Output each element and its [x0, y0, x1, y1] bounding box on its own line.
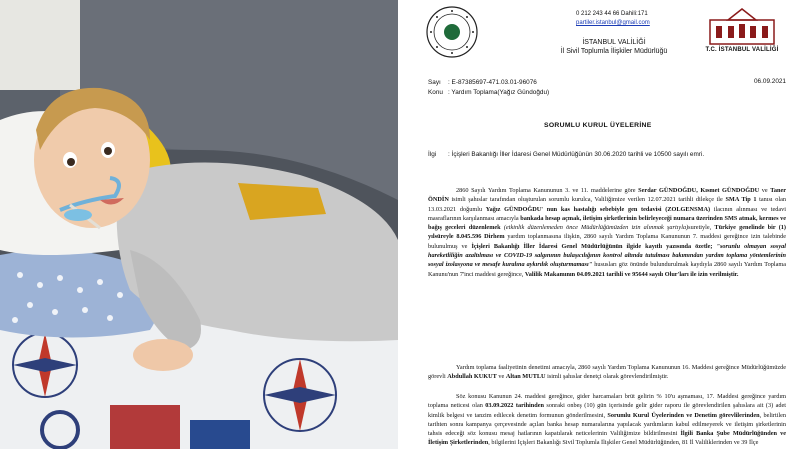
subject-line: Konu : Yardım Toplama(Yağız Gündoğdu) [428, 89, 550, 96]
logo-caption: T.C. İSTANBUL VALİLİĞİ [705, 47, 779, 53]
email-address[interactable]: partiler.istanbul@gmail.com [576, 20, 650, 26]
letter-heading: SORUMLU KURUL ÜYELERİNE [544, 122, 652, 129]
phone-number: 0 212 243 44 66 Dahili:171 [576, 11, 648, 17]
reference-number: Sayı : E-87385697-471.03.01-96076 [428, 79, 537, 86]
child-photo [0, 0, 398, 449]
official-letter [404, 0, 800, 449]
letter-date: 06.09.2021 [754, 78, 786, 85]
org-department: İl Sivil Toplumla İlişkiler Müdürlüğü [560, 48, 668, 55]
contact-block [576, 10, 650, 28]
letterhead-title [554, 38, 674, 56]
letter-meta [428, 78, 549, 98]
istanbul-governorship-logo [708, 6, 776, 46]
reference-line: İlgi : İçişleri Bakanlığı İller İdaresi Genel Müdürlüğünün 30.06.2020 tarihli ve 10500 sayılı emri. [428, 151, 705, 158]
state-seal-icon [426, 6, 478, 58]
paragraph-3: Söz konusu Kanunun 24. maddesi gereğince, gider harcamaları brüt gelirin % 10'u aşmaması, 17. Maddesi gereğince yardım toplama neticesi olan 03.09.2022 tarihinden sonraki onbeş (10) gün içerisinde gelir gider raporu ile görevlendirilen şahıslara ait (3) adet kimlik belgesi ve tanzim edilecek denetim formunun gönderilmesini, Sorumlu Kurul Üyelerinden ve Denetim görevlilerinden, belirtilen tarihten sonra kampanya çerçevesinde açılan banka hesap numaralarına yapılacak yardımların kabul edilmeyerek ve iletişim şirketlerinin tahsis edeceği söz konusu mesaj hatlarının kapatılarak neticelerinin Valiliğimize bildirilmesini İlgili Banka Şube Müdürlüğünden ve İletişim Şirketlerinden, bilgilerini İçişleri Bakanlığı Sivil Toplumla İlişkiler Genel Müdürlüğünden, 81 İl Valiliklerinden ve 39 İlçe [428, 393, 787, 447]
paragraph-1: 2860 Sayılı Yardım Toplama Kanununun 3. ve 11. maddelerine göre Serdar GÜNDOĞDU, Kısmet GÜNDOĞDU ve Taner ÖNDİN isimli şahıslar tarafından oluşturulan sorumlu kurulca, Valiliğimize verilen 12.07.2021 tarihli dilekçe ile SMA Tip 1 tanısı olan 13.03.2021 doğumlu Yağız GÜNDOĞDU' nun kas hastalığı sebebiyle gen tedavisi (ZOLGENSMA) ilacının alınması ve tedavi masraflarının karşılanması amacıyla bankada hesap açmak, iletişim şirketlerinin belirleyeceği numara üzerinden SMS atmak, kermes ve bağış geceleri düzenlemek (etkinlik düzenlemeden önce Müdürlüğümüzden izin alınmak şartıyla)suretiyle, Türkiye genelinde bir (1) yılsüreyle 8.045.596 Dirhem yardım toplanmasına ilişkin, 2860 sayılı Yardım Toplama Kanununun 7. maddesi gereğince izin talebinde bulunulmuş ve İçişleri Bakanlığı İller İdaresi Genel Müdürlüğünün ilgide kayıtlı yazısında özetle; "sorunlu olmayan sosyal hareketliliğin azaltılması ve COVID-19 salgınının bulaşıcılığının kontrol altında tutulması bakımından yardım toplama yöntemlerinin sosyal izolasyona ve mesafe kuralına aykırılık oluşturmaması" hususları göz önünde bulundurulmak kaydıyla 2860 sayılı Yardım Toplama Kanunu'nun 7'inci maddesi gereğince, Valilik Makamının 04.09.2021 tarihli ve 95644 sayılı Olur'ları ile izin verilmiştir. [428, 187, 787, 278]
org-name: İSTANBUL VALİLİĞİ [582, 39, 646, 46]
paragraph-2: Yardım toplama faaliyetinin denetimi amacıyla, 2860 sayılı Yardım Toplama Kanununun 16. Maddesi gereğince Müdürlüğümüzde görevli Abdullah KUKUT ve Altan MUTLU isimli şahıslar denetçi olarak görevlendirilmiştir. [428, 364, 786, 381]
